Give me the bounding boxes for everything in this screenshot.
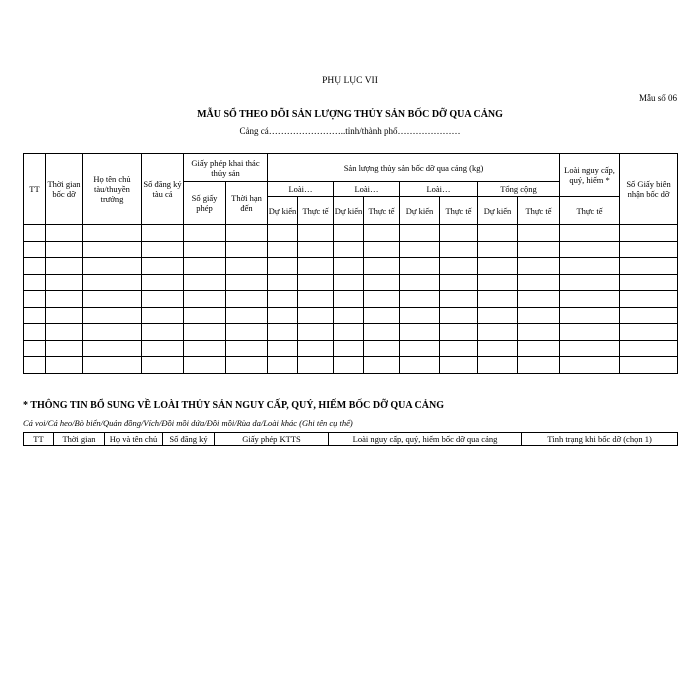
table-cell[interactable] bbox=[400, 357, 440, 374]
table-cell[interactable] bbox=[46, 291, 83, 308]
col-owner: Họ tên chủ tàu/thuyền trưởng bbox=[83, 154, 142, 225]
table-body bbox=[24, 225, 678, 374]
table-cell[interactable] bbox=[268, 291, 298, 308]
col-expected: Dự kiến bbox=[268, 197, 298, 225]
table-cell[interactable] bbox=[620, 307, 678, 324]
table-cell[interactable] bbox=[400, 291, 440, 308]
col-species-3: Loài… bbox=[400, 182, 478, 197]
table-cell[interactable] bbox=[298, 357, 334, 374]
table-cell[interactable] bbox=[518, 274, 560, 291]
table-cell[interactable] bbox=[268, 258, 298, 275]
table-cell[interactable] bbox=[184, 241, 226, 258]
table-cell[interactable] bbox=[334, 307, 364, 324]
table-cell[interactable] bbox=[364, 291, 400, 308]
table-cell[interactable] bbox=[560, 274, 620, 291]
table-row bbox=[24, 225, 678, 242]
table-cell[interactable] bbox=[334, 340, 364, 357]
col-expected: Dự kiến bbox=[400, 197, 440, 225]
col-actual: Thực tế bbox=[364, 197, 400, 225]
table-cell[interactable] bbox=[46, 324, 83, 341]
table-cell[interactable] bbox=[298, 258, 334, 275]
col-tt: TT bbox=[24, 433, 54, 446]
table-cell[interactable] bbox=[142, 340, 184, 357]
table-cell[interactable] bbox=[24, 258, 46, 275]
table-cell[interactable] bbox=[268, 324, 298, 341]
table-cell[interactable] bbox=[478, 258, 518, 275]
col-actual: Thực tế bbox=[560, 197, 620, 225]
species-note: Cá voi/Cá heo/Bò biển/Quản đồng/Vích/Đồi mồi dứa/Đồi mồi/Rùa da/Loài khác (Ghi tên cụ thể) bbox=[23, 418, 353, 428]
table-cell[interactable] bbox=[46, 225, 83, 242]
table-cell[interactable] bbox=[560, 357, 620, 374]
table-cell[interactable] bbox=[518, 241, 560, 258]
table-cell[interactable] bbox=[184, 274, 226, 291]
table-cell[interactable] bbox=[364, 258, 400, 275]
table-cell[interactable] bbox=[184, 307, 226, 324]
table-cell[interactable] bbox=[83, 291, 142, 308]
table-cell[interactable] bbox=[400, 241, 440, 258]
col-time: Thời gian bbox=[54, 433, 105, 446]
table-cell[interactable] bbox=[518, 324, 560, 341]
col-condition: Tình trạng khi bốc dỡ (chọn 1) bbox=[522, 433, 678, 446]
table-cell[interactable] bbox=[478, 357, 518, 374]
table-cell[interactable] bbox=[620, 225, 678, 242]
table-cell[interactable] bbox=[364, 225, 400, 242]
table-cell[interactable] bbox=[440, 225, 478, 242]
table-cell[interactable] bbox=[478, 307, 518, 324]
table-cell[interactable] bbox=[24, 225, 46, 242]
table-row bbox=[24, 324, 678, 341]
table-cell[interactable] bbox=[518, 357, 560, 374]
table-cell[interactable] bbox=[83, 324, 142, 341]
col-license-exp: Thời hạn đến bbox=[226, 182, 268, 225]
table-cell[interactable] bbox=[560, 307, 620, 324]
col-actual: Thực tế bbox=[518, 197, 560, 225]
table-cell[interactable] bbox=[268, 307, 298, 324]
col-receipt: Số Giấy biên nhận bốc dỡ bbox=[620, 154, 678, 225]
table-cell[interactable] bbox=[560, 291, 620, 308]
table-cell[interactable] bbox=[440, 307, 478, 324]
table-cell[interactable] bbox=[440, 274, 478, 291]
table-cell[interactable] bbox=[620, 340, 678, 357]
table-cell[interactable] bbox=[334, 241, 364, 258]
table-cell[interactable] bbox=[268, 357, 298, 374]
table-cell[interactable] bbox=[226, 357, 268, 374]
table-cell[interactable] bbox=[226, 225, 268, 242]
col-registration: Số đăng ký bbox=[163, 433, 215, 446]
table-cell[interactable] bbox=[334, 291, 364, 308]
table-cell[interactable] bbox=[142, 291, 184, 308]
table-row bbox=[24, 291, 678, 308]
table-cell[interactable] bbox=[364, 340, 400, 357]
table-cell[interactable] bbox=[364, 307, 400, 324]
table-cell[interactable] bbox=[560, 324, 620, 341]
landing-log-table bbox=[23, 153, 678, 374]
table-cell[interactable] bbox=[184, 291, 226, 308]
table-cell[interactable] bbox=[334, 357, 364, 374]
col-expected: Dự kiến bbox=[334, 197, 364, 225]
col-time: Thời gian bốc dỡ bbox=[46, 154, 83, 225]
table-cell[interactable] bbox=[83, 307, 142, 324]
table-cell[interactable] bbox=[440, 324, 478, 341]
table-cell[interactable] bbox=[184, 324, 226, 341]
table-cell[interactable] bbox=[334, 225, 364, 242]
col-species-1: Loài… bbox=[268, 182, 334, 197]
table-cell[interactable] bbox=[142, 307, 184, 324]
table-cell[interactable] bbox=[518, 225, 560, 242]
table-cell[interactable] bbox=[334, 324, 364, 341]
table-row bbox=[24, 340, 678, 357]
col-actual: Thực tế bbox=[440, 197, 478, 225]
col-total: Tổng cộng bbox=[478, 182, 560, 197]
table-cell[interactable] bbox=[560, 225, 620, 242]
table-cell[interactable] bbox=[46, 241, 83, 258]
table-cell[interactable] bbox=[268, 225, 298, 242]
col-actual: Thực tế bbox=[298, 197, 334, 225]
table-cell[interactable] bbox=[620, 291, 678, 308]
col-expected: Dự kiến bbox=[478, 197, 518, 225]
table-cell[interactable] bbox=[518, 258, 560, 275]
port-line: Cảng cá……………………..tỉnh/thành phố………………… bbox=[239, 126, 461, 136]
table-cell[interactable] bbox=[298, 241, 334, 258]
table-cell[interactable] bbox=[478, 241, 518, 258]
table-cell[interactable] bbox=[142, 357, 184, 374]
col-species-2: Loài… bbox=[334, 182, 400, 197]
table-row bbox=[24, 258, 678, 275]
col-license-group: Giấy phép khai thác thủy sản bbox=[184, 154, 268, 182]
table-cell[interactable] bbox=[46, 307, 83, 324]
col-output-group: Sản lượng thủy sản bốc dỡ qua cảng (kg) bbox=[268, 154, 560, 182]
table-cell[interactable] bbox=[226, 291, 268, 308]
table-cell[interactable] bbox=[142, 225, 184, 242]
table-cell[interactable] bbox=[440, 340, 478, 357]
table-cell[interactable] bbox=[440, 291, 478, 308]
table-cell[interactable] bbox=[268, 274, 298, 291]
table-cell[interactable] bbox=[46, 274, 83, 291]
table-cell[interactable] bbox=[83, 340, 142, 357]
table-cell[interactable] bbox=[364, 357, 400, 374]
table-cell[interactable] bbox=[226, 307, 268, 324]
table-row bbox=[24, 357, 678, 374]
table-cell[interactable] bbox=[83, 274, 142, 291]
table-cell[interactable] bbox=[440, 241, 478, 258]
table-cell[interactable] bbox=[24, 324, 46, 341]
table-row bbox=[24, 307, 678, 324]
table-cell[interactable] bbox=[478, 340, 518, 357]
form-number: Mẫu số 06 bbox=[639, 93, 677, 103]
table-cell[interactable] bbox=[364, 324, 400, 341]
table-cell[interactable] bbox=[560, 258, 620, 275]
table-cell[interactable] bbox=[83, 225, 142, 242]
table-cell[interactable] bbox=[518, 291, 560, 308]
endangered-species-table bbox=[23, 432, 678, 446]
table-cell[interactable] bbox=[142, 274, 184, 291]
table-cell[interactable] bbox=[298, 225, 334, 242]
table-cell[interactable] bbox=[226, 340, 268, 357]
table-cell[interactable] bbox=[83, 357, 142, 374]
col-license-no: Số giấy phép bbox=[184, 182, 226, 225]
col-registration: Số đăng ký tàu cá bbox=[142, 154, 184, 225]
document-title: MẪU SỔ THEO DÕI SẢN LƯỢNG THỦY SẢN BỐC DỠ QUA CẢNG bbox=[197, 109, 503, 120]
table-cell[interactable] bbox=[478, 324, 518, 341]
table-cell[interactable] bbox=[478, 291, 518, 308]
table-cell[interactable] bbox=[518, 340, 560, 357]
table-cell[interactable] bbox=[440, 357, 478, 374]
table-cell[interactable] bbox=[440, 258, 478, 275]
table-cell[interactable] bbox=[24, 340, 46, 357]
table-cell[interactable] bbox=[334, 258, 364, 275]
col-species: Loài nguy cấp, quý, hiếm bốc dỡ qua cảng bbox=[329, 433, 522, 446]
appendix-label: PHỤ LỤC VII bbox=[322, 76, 378, 86]
table-cell[interactable] bbox=[24, 241, 46, 258]
table-cell[interactable] bbox=[83, 258, 142, 275]
table-row bbox=[24, 241, 678, 258]
table-cell[interactable] bbox=[184, 340, 226, 357]
table-cell[interactable] bbox=[400, 274, 440, 291]
table-cell[interactable] bbox=[518, 307, 560, 324]
table-cell[interactable] bbox=[184, 357, 226, 374]
table-cell[interactable] bbox=[400, 258, 440, 275]
table-cell[interactable] bbox=[24, 291, 46, 308]
table-cell[interactable] bbox=[226, 274, 268, 291]
table-cell[interactable] bbox=[24, 274, 46, 291]
table-cell[interactable] bbox=[298, 291, 334, 308]
table-cell[interactable] bbox=[334, 274, 364, 291]
col-tt: TT bbox=[24, 154, 46, 225]
table-cell[interactable] bbox=[142, 241, 184, 258]
table-cell[interactable] bbox=[560, 241, 620, 258]
table-cell[interactable] bbox=[620, 324, 678, 341]
table-cell[interactable] bbox=[620, 241, 678, 258]
table-cell[interactable] bbox=[268, 340, 298, 357]
table-cell[interactable] bbox=[142, 258, 184, 275]
table-cell[interactable] bbox=[184, 258, 226, 275]
table-cell[interactable] bbox=[620, 357, 678, 374]
table-cell[interactable] bbox=[184, 225, 226, 242]
table-cell[interactable] bbox=[298, 324, 334, 341]
table-cell[interactable] bbox=[400, 307, 440, 324]
table-cell[interactable] bbox=[364, 241, 400, 258]
supplement-title: * THÔNG TIN BỔ SUNG VỀ LOÀI THỦY SẢN NGUY CẤP, QUÝ, HIẾM BỐC DỠ QUA CẢNG bbox=[23, 400, 444, 411]
table-cell[interactable] bbox=[478, 274, 518, 291]
table-cell[interactable] bbox=[620, 274, 678, 291]
table-cell[interactable] bbox=[298, 274, 334, 291]
col-owner: Họ và tên chủ bbox=[105, 433, 163, 446]
table-cell[interactable] bbox=[298, 307, 334, 324]
table-cell[interactable] bbox=[620, 258, 678, 275]
table-cell[interactable] bbox=[24, 357, 46, 374]
table-cell[interactable] bbox=[226, 324, 268, 341]
table-cell[interactable] bbox=[226, 258, 268, 275]
table-cell[interactable] bbox=[400, 340, 440, 357]
table-cell[interactable] bbox=[83, 241, 142, 258]
col-license: Giấy phép KTTS bbox=[215, 433, 329, 446]
table-cell[interactable] bbox=[142, 324, 184, 341]
table-cell[interactable] bbox=[298, 340, 334, 357]
col-endangered: Loài nguy cấp, quý, hiếm * bbox=[560, 154, 620, 197]
table-cell[interactable] bbox=[268, 241, 298, 258]
table-cell[interactable] bbox=[46, 357, 83, 374]
table-cell[interactable] bbox=[364, 274, 400, 291]
table-cell[interactable] bbox=[46, 340, 83, 357]
table-cell[interactable] bbox=[400, 225, 440, 242]
table-cell[interactable] bbox=[560, 340, 620, 357]
table-cell[interactable] bbox=[46, 258, 83, 275]
table-cell[interactable] bbox=[400, 324, 440, 341]
table-row bbox=[24, 274, 678, 291]
table-cell[interactable] bbox=[478, 225, 518, 242]
table-cell[interactable] bbox=[24, 307, 46, 324]
table-cell[interactable] bbox=[226, 241, 268, 258]
